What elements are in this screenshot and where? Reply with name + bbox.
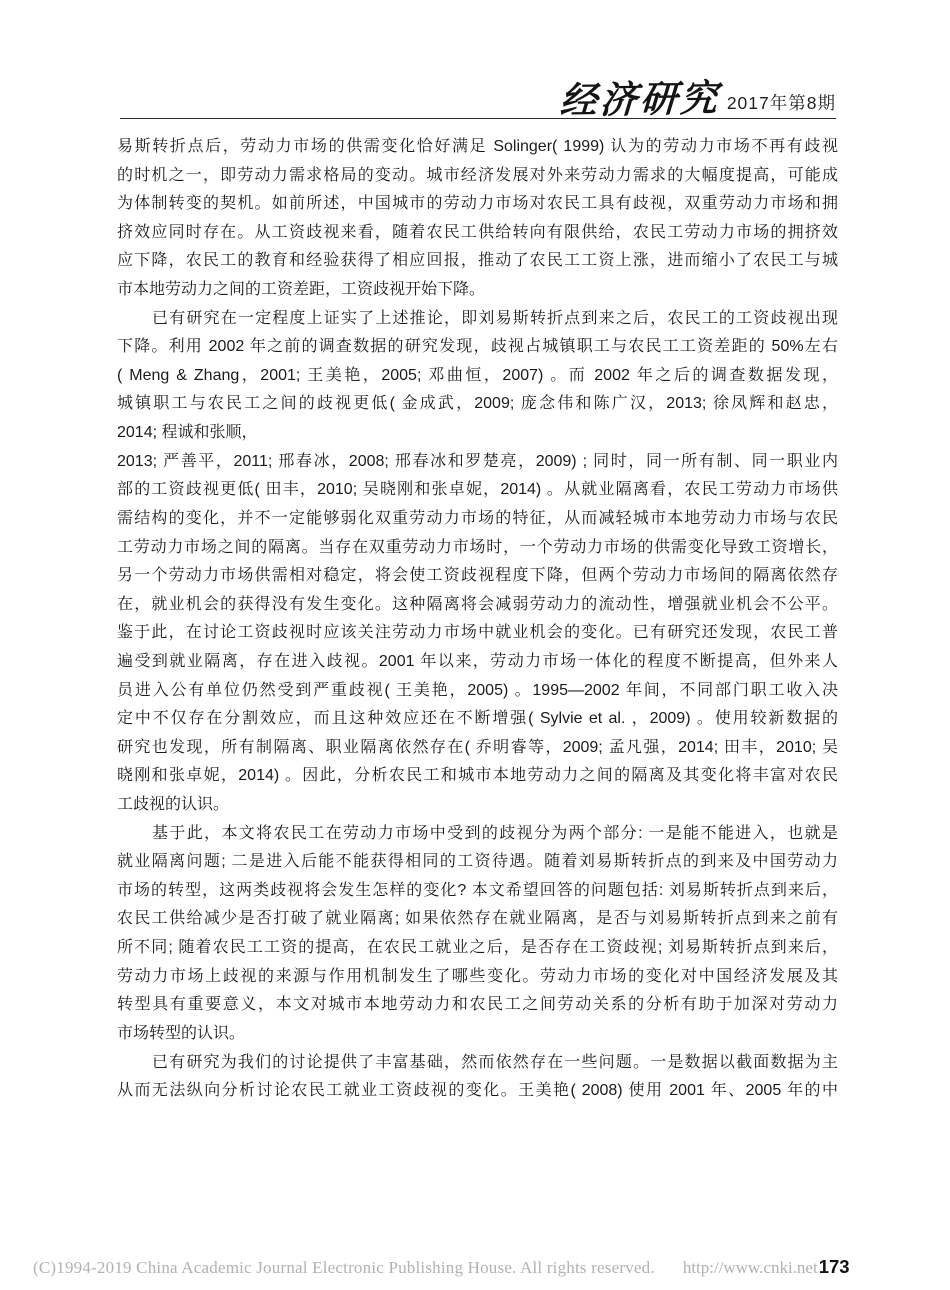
text-line: 劳动力市场上歧视的来源与作用机制发生了哪些变化。劳动力市场的变化对中国经济发展及其 bbox=[117, 967, 838, 985]
text-line: 工劳动力市场之间的隔离。当存在双重劳动力市场时，一个劳动力市场的供需变化导致工资增长， bbox=[117, 538, 838, 556]
text-line: 鉴于此，在讨论工资歧视时应该关注劳动力市场中就业机会的变化。已有研究还发现，农民工普 bbox=[117, 624, 838, 642]
page-footer bbox=[33, 1256, 933, 1278]
text-line: 城镇职工与农民工之间的歧视更低( 金成武，2009; 庞念伟和陈广汉，2013; 徐凤辉和赵忠， bbox=[117, 395, 838, 413]
text-line: 已有研究为我们的讨论提供了丰富基础，然而依然存在一些问题。一是数据以截面数据为主 bbox=[152, 1053, 838, 1071]
text-line: 的时机之一，即劳动力需求格局的变动。城市经济发展对外来劳动力需求的大幅度提高，可能成 bbox=[117, 166, 838, 184]
page-header bbox=[558, 70, 836, 123]
text-line: 挤效应同时存在。从工资歧视来看，随着农民工供给转向有限供给，农民工劳动力市场的拥挤效 bbox=[117, 223, 838, 241]
text-line: 研究也发现，所有制隔离、职业隔离依然存在( 乔明睿等，2009; 孟凡强，2014; 田丰，2010; 吴 bbox=[117, 738, 838, 756]
article-body bbox=[117, 133, 838, 1106]
text-line: 基于此，本文将农民工在劳动力市场中受到的歧视分为两个部分: 一是能不能进入，也就是 bbox=[152, 824, 838, 842]
text-line: 下降。利用 2002 年之前的调查数据的研究发现，歧视占城镇职工与农民工工资差距的 50%左右 bbox=[117, 338, 838, 356]
text-line: 所不同; 随着农民工工资的提高，在农民工就业之后，是否存在工资歧视; 刘易斯转折点到来后， bbox=[117, 939, 838, 957]
text-line: 市本地劳动力之间的工资差距，工资歧视开始下降。 bbox=[117, 281, 486, 299]
issue-label: 2017年第8期 bbox=[726, 93, 836, 113]
text-line: 为体制转变的契机。如前所述，中国城市的劳动力市场对农民工具有歧视，双重劳动力市场和拥 bbox=[117, 195, 838, 213]
text-line: 遍受到就业隔离，存在进入歧视。2001 年以来，劳动力市场一体化的程度不断提高，但外来人 bbox=[117, 652, 838, 670]
text-line: 从而无法纵向分析讨论农民工就业工资歧视的变化。王美艳( 2008) 使用 2001 年、2005 年的中 bbox=[117, 1082, 838, 1100]
page-number: 173 bbox=[818, 1256, 850, 1277]
text-line: 2014; 程诚和张顺， bbox=[117, 424, 258, 442]
text-line: 农民工供给减少是否打破了就业隔离; 如果依然存在就业隔离，是否与刘易斯转折点到来之前有 bbox=[117, 910, 838, 928]
text-line: 在，就业机会的获得没有发生变化。这种隔离将会减弱劳动力的流动性，增强就业机会不公平。 bbox=[117, 595, 838, 613]
footer-url-link[interactable]: http://www.cnki.net bbox=[682, 1258, 818, 1277]
text-line: 2013; 严善平，2011; 邢春冰，2008; 邢春冰和罗楚亮，2009) ; 同时，同一所有制、同一职业内 bbox=[117, 452, 838, 470]
text-line: 就业隔离问题; 二是进入后能不能获得相同的工资待遇。随着刘易斯转折点的到来及中国劳动力 bbox=[117, 853, 838, 871]
text-line: 晓刚和张卓妮，2014) 。因此，分析农民工和城市本地劳动力之间的隔离及其变化将丰富对农民 bbox=[117, 767, 838, 785]
text-line: 转型具有重要意义，本文对城市本地劳动力和农民工之间劳动关系的分析有助于加深对劳动力 bbox=[117, 996, 838, 1014]
text-line: 已有研究在一定程度上证实了上述推论，即刘易斯转折点到来之后，农民工的工资歧视出现 bbox=[152, 309, 838, 327]
text-line: ( Meng & Zhang，2001; 王美艳，2005; 邓曲恒，2007) 。而 2002 年之后的调查数据发现， bbox=[117, 366, 838, 384]
text-line: 市场的转型，这两类歧视将会发生怎样的变化? 本文希望回答的问题包括: 刘易斯转折点到来后， bbox=[117, 881, 838, 899]
text-line: 另一个劳动力市场供需相对稳定，将会使工资歧视程度下降，但两个劳动力市场间的隔离依然存 bbox=[117, 567, 838, 585]
text-line: 市场转型的认识。 bbox=[117, 1024, 246, 1042]
text-line: 易斯转折点后，劳动力市场的供需变化恰好满足 Solinger( 1999) 认为的劳动力市场不再有歧视 bbox=[117, 138, 838, 155]
text-line: 部的工资歧视更低( 田丰，2010; 吴晓刚和张卓妮，2014) 。从就业隔离看，农民工劳动力市场供 bbox=[117, 481, 838, 499]
text-line: 需结构的变化，并不一定能够弱化双重劳动力市场的特征，从而减轻城市本地劳动力市场与农民 bbox=[117, 509, 838, 527]
text-line: 工歧视的认识。 bbox=[117, 796, 230, 814]
text-line: 定中不仅存在分割效应，而且这种效应还在不断增强( Sylvie et al. ，2009) 。使用较新数据的 bbox=[117, 710, 838, 728]
text-line: 应下降，农民工的教育和经验获得了相应回报，推动了农民工工资上涨，进而缩小了农民工与城 bbox=[117, 252, 838, 270]
text-line: 员进入公有单位仍然受到严重歧视( 王美艳，2005) 。1995—2002 年间，不同部门职工收入决 bbox=[117, 681, 838, 699]
header-rule bbox=[120, 118, 836, 119]
copyright-text: (C)1994-2019 China Academic Journal Electronic Publishing House. All rights reserved. bbox=[33, 1258, 655, 1277]
journal-logo: 经济研究 bbox=[558, 75, 722, 123]
